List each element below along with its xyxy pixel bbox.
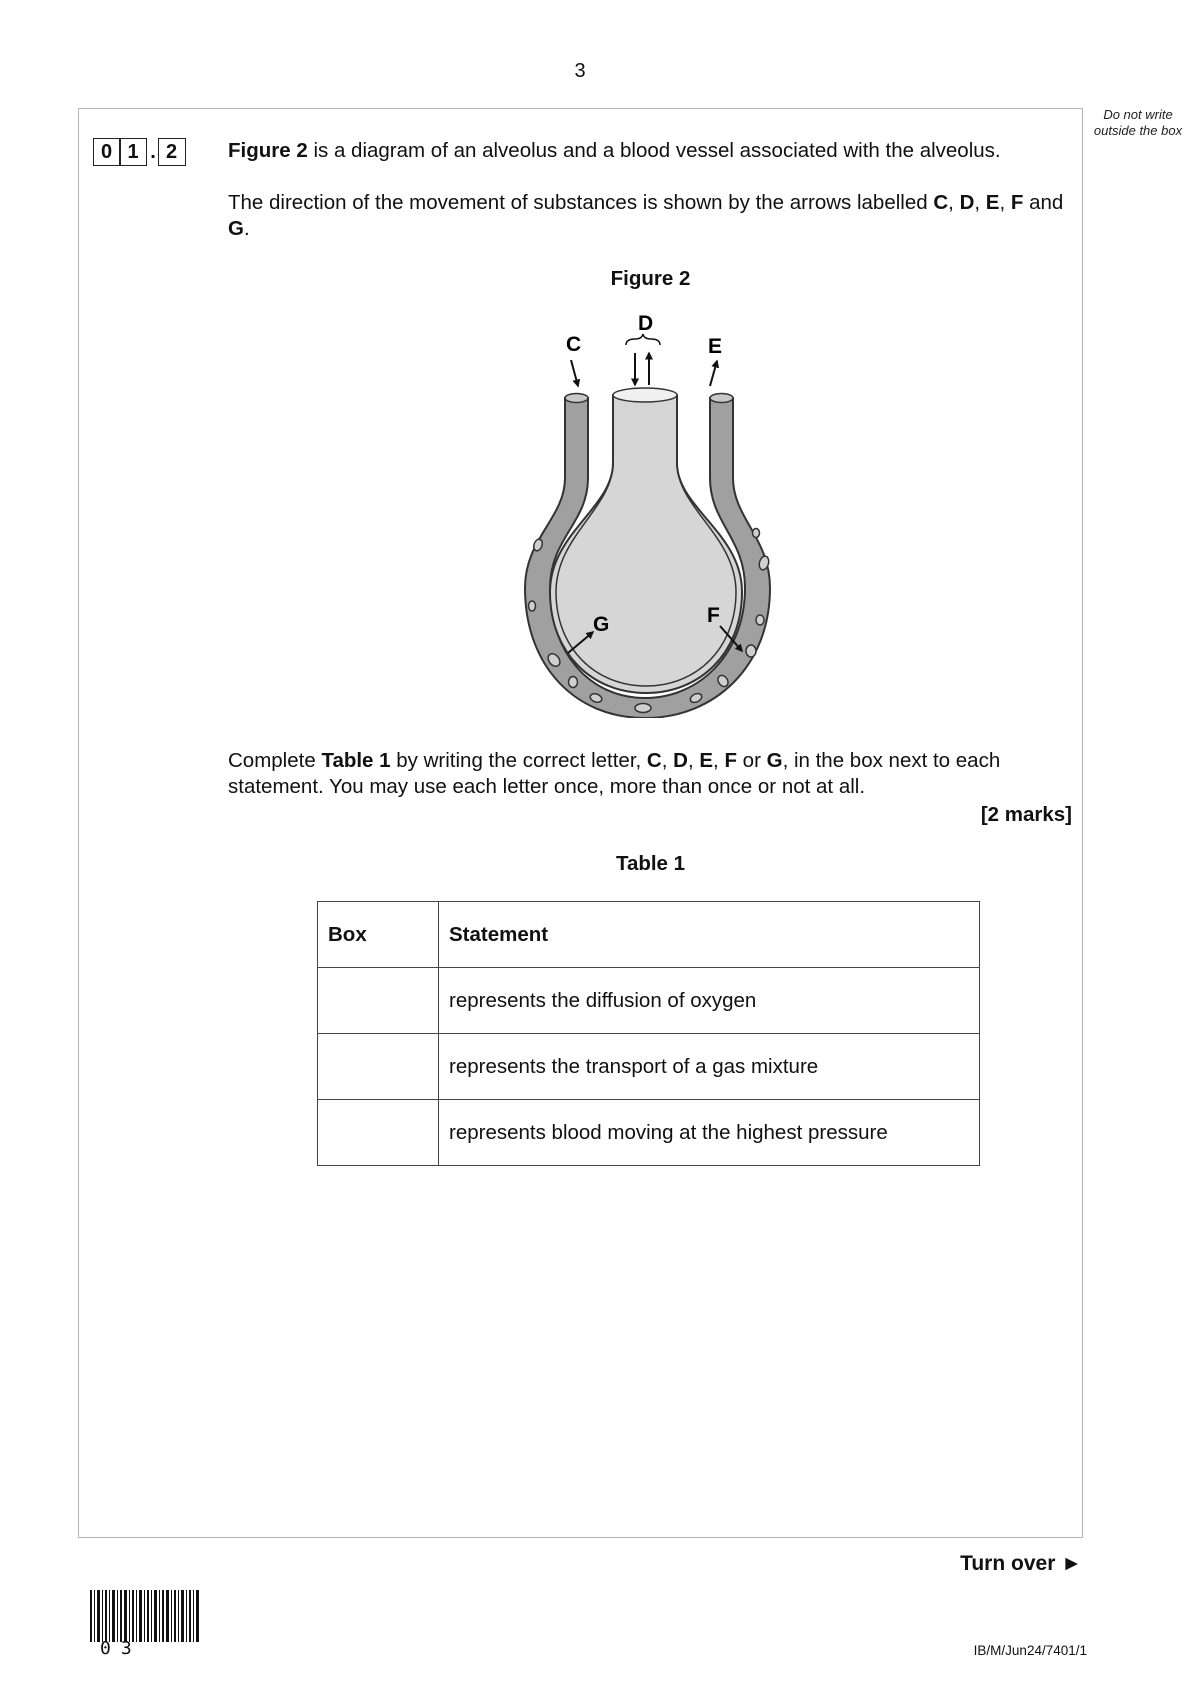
table-caption: Table 1 (615, 852, 686, 875)
alveolus-diagram (520, 308, 780, 718)
label-g: G (593, 613, 610, 636)
label-f: F (707, 604, 720, 627)
question-digit-box: 1 (119, 138, 147, 166)
marks-label: [2 marks] (980, 803, 1072, 826)
table-row (318, 1034, 980, 1100)
question-digit-box: 2 (158, 138, 186, 166)
statement-cell: represents the transport of a gas mixture (439, 1034, 980, 1100)
table-header-row (318, 902, 980, 968)
figure-caption: Figure 2 (610, 267, 691, 290)
table-row (318, 1100, 980, 1166)
label-e: E (708, 335, 723, 358)
question-number-dot: . (150, 140, 156, 163)
header-box: Box (318, 902, 439, 968)
brace-d (626, 334, 660, 345)
question-digit-box: 0 (93, 138, 121, 166)
answer-box[interactable] (318, 968, 439, 1034)
question-intro: Figure 2 is a diagram of an alveolus and a blood vessel associated with the alveolus. (228, 139, 1001, 162)
arrow-c (571, 360, 578, 386)
statement-cell: represents the diffusion of oxygen (439, 968, 980, 1034)
question-number (94, 138, 186, 166)
barcode-digits: 03 (100, 1638, 142, 1659)
header-statement: Statement (439, 902, 980, 968)
table-row (318, 968, 980, 1034)
arrows-description: The direction of the movement of substances is shown by the arrows labelled C, D, E, F and G. (228, 191, 1064, 240)
label-d: D (638, 312, 654, 335)
answer-box[interactable] (318, 1034, 439, 1100)
answer-box[interactable] (318, 1100, 439, 1166)
paper-reference: IB/M/Jun24/7401/1 (973, 1643, 1087, 1658)
margin-note: Do not write outside the box (1093, 107, 1183, 138)
page-number: 3 (574, 60, 586, 82)
turn-over-label: Turn over ► (960, 1552, 1082, 1575)
barcode (90, 1590, 200, 1642)
statement-cell: represents blood moving at the highest pressure (439, 1100, 980, 1166)
arrow-e (710, 361, 717, 386)
label-c: C (566, 333, 582, 356)
instruction-text: Complete Table 1 by writing the correct letter, C, D, E, F or G, in the box next to each statement. You may use each letter once, more than once or not at all. (228, 749, 1001, 798)
statements-table (317, 901, 980, 1166)
figure-reference: Figure 2 (228, 139, 308, 162)
